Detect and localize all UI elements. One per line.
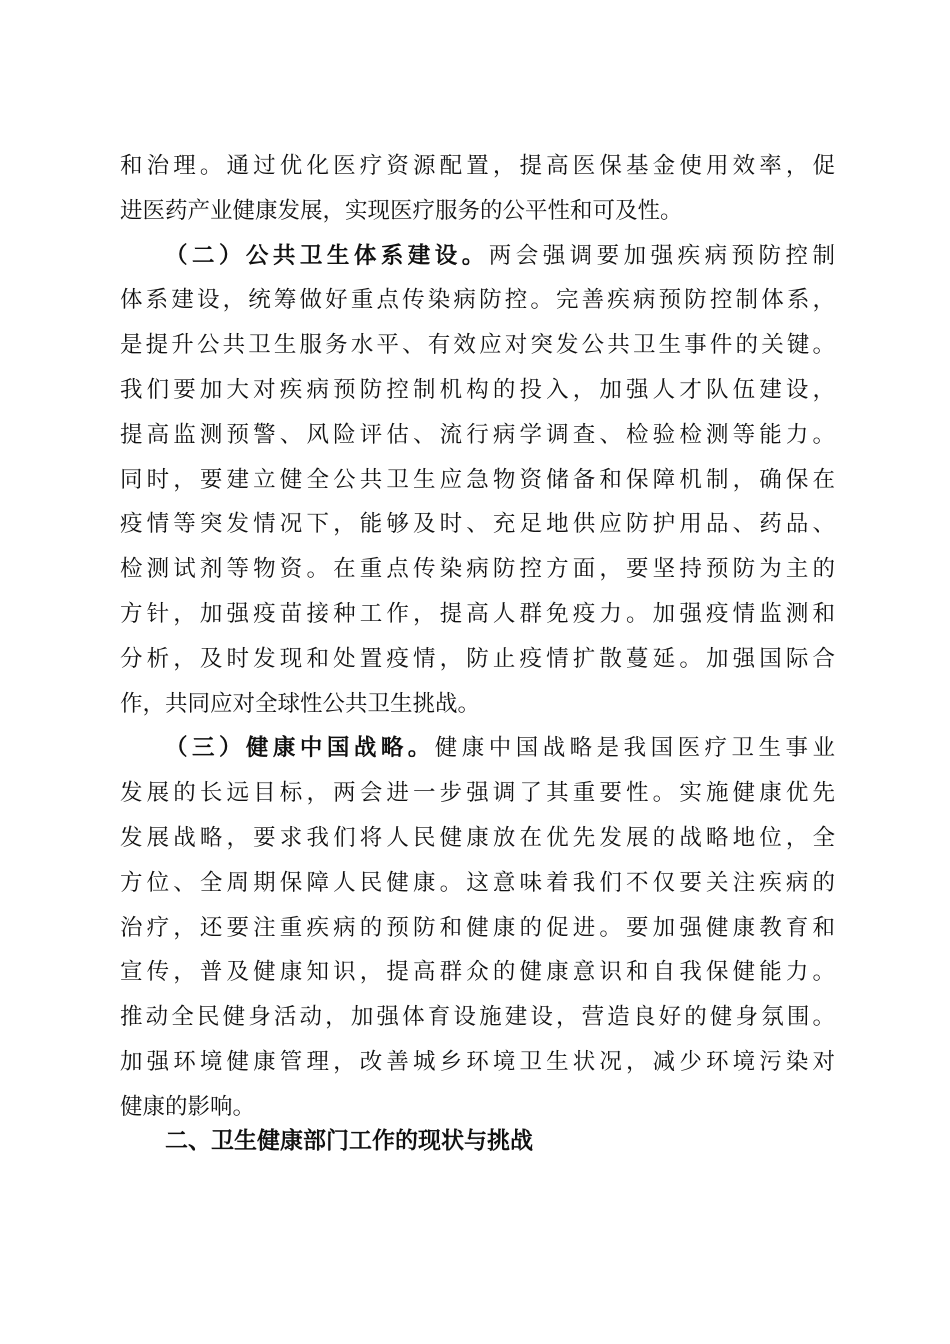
paragraph-line: 是提升公共卫生服务水平、有效应对突发公共卫生事件的关键。 (120, 332, 835, 359)
section-2-first-line-text: 两会强调要加强疾病预防控制 (488, 242, 835, 269)
paragraph-line: 进医药产业健康发展，实现医疗服务的公平性和可及性。 (120, 197, 683, 224)
paragraph-line: 推动全民健身活动，加强体育设施建设，营造良好的健身氛围。 (120, 1004, 835, 1031)
section-2-first-line (120, 234, 835, 279)
paragraph-line: 分析，及时发现和处置疫情，防止疫情扩散蔓延。加强国际合 (120, 645, 835, 672)
section-3-first-line-text: 健康中国战略是我国医疗卫生事业 (434, 735, 835, 762)
paragraph-line: 方针，加强疫苗接种工作，提高人群免疫力。加强疫情监测和 (120, 600, 835, 627)
paragraph-line: 疫情等突发情况下，能够及时、充足地供应防护用品、药品、 (120, 511, 835, 538)
section-2-heading: （二）公共卫生体系建设。 (165, 242, 489, 269)
paragraph-line: 提高监测预警、风险评估、流行病学调查、检验检测等能力。 (120, 421, 835, 448)
paragraph-line: 同时，要建立健全公共卫生应急物资储备和保障机制，确保在 (120, 466, 835, 493)
paragraph-line: 发展战略，要求我们将人民健康放在优先发展的战略地位，全 (120, 824, 835, 851)
paragraph-line: 体系建设，统筹做好重点传染病防控。完善疾病预防控制体系， (120, 287, 835, 314)
chapter-heading: 二、卫生健康部门工作的现状与挑战 (165, 1128, 533, 1154)
paragraph-line: 方位、全周期保障人民健康。这意味着我们不仅要关注疾病的 (120, 869, 835, 896)
paragraph-line: 治疗，还要注重疾病的预防和健康的促进。要加强健康教育和 (120, 914, 835, 941)
paragraph-line: 和治理。通过优化医疗资源配置，提高医保基金使用效率，促 (120, 153, 835, 179)
section-3-heading: （三）健康中国战略。 (165, 735, 435, 762)
section-3-first-line (120, 726, 835, 771)
paragraph-line: 我们要加大对疾病预防控制机构的投入，加强人才队伍建设， (120, 376, 835, 403)
body-text (120, 144, 835, 1130)
paragraph-line: 宣传，普及健康知识，提高群众的健康意识和自我保健能力。 (120, 959, 835, 986)
paragraph-line: 作，共同应对全球性公共卫生挑战。 (120, 690, 481, 717)
paragraph-line: 检测试剂等物资。在重点传染病防控方面，要坚持预防为主的 (120, 556, 835, 583)
paragraph-line: 发展的长远目标，两会进一步强调了其重要性。实施健康优先 (120, 780, 835, 807)
paragraph-line: 加强环境健康管理，改善城乡环境卫生状况，减少环境污染对 (120, 1048, 835, 1075)
paragraph-line: 健康的影响。 (120, 1093, 256, 1120)
